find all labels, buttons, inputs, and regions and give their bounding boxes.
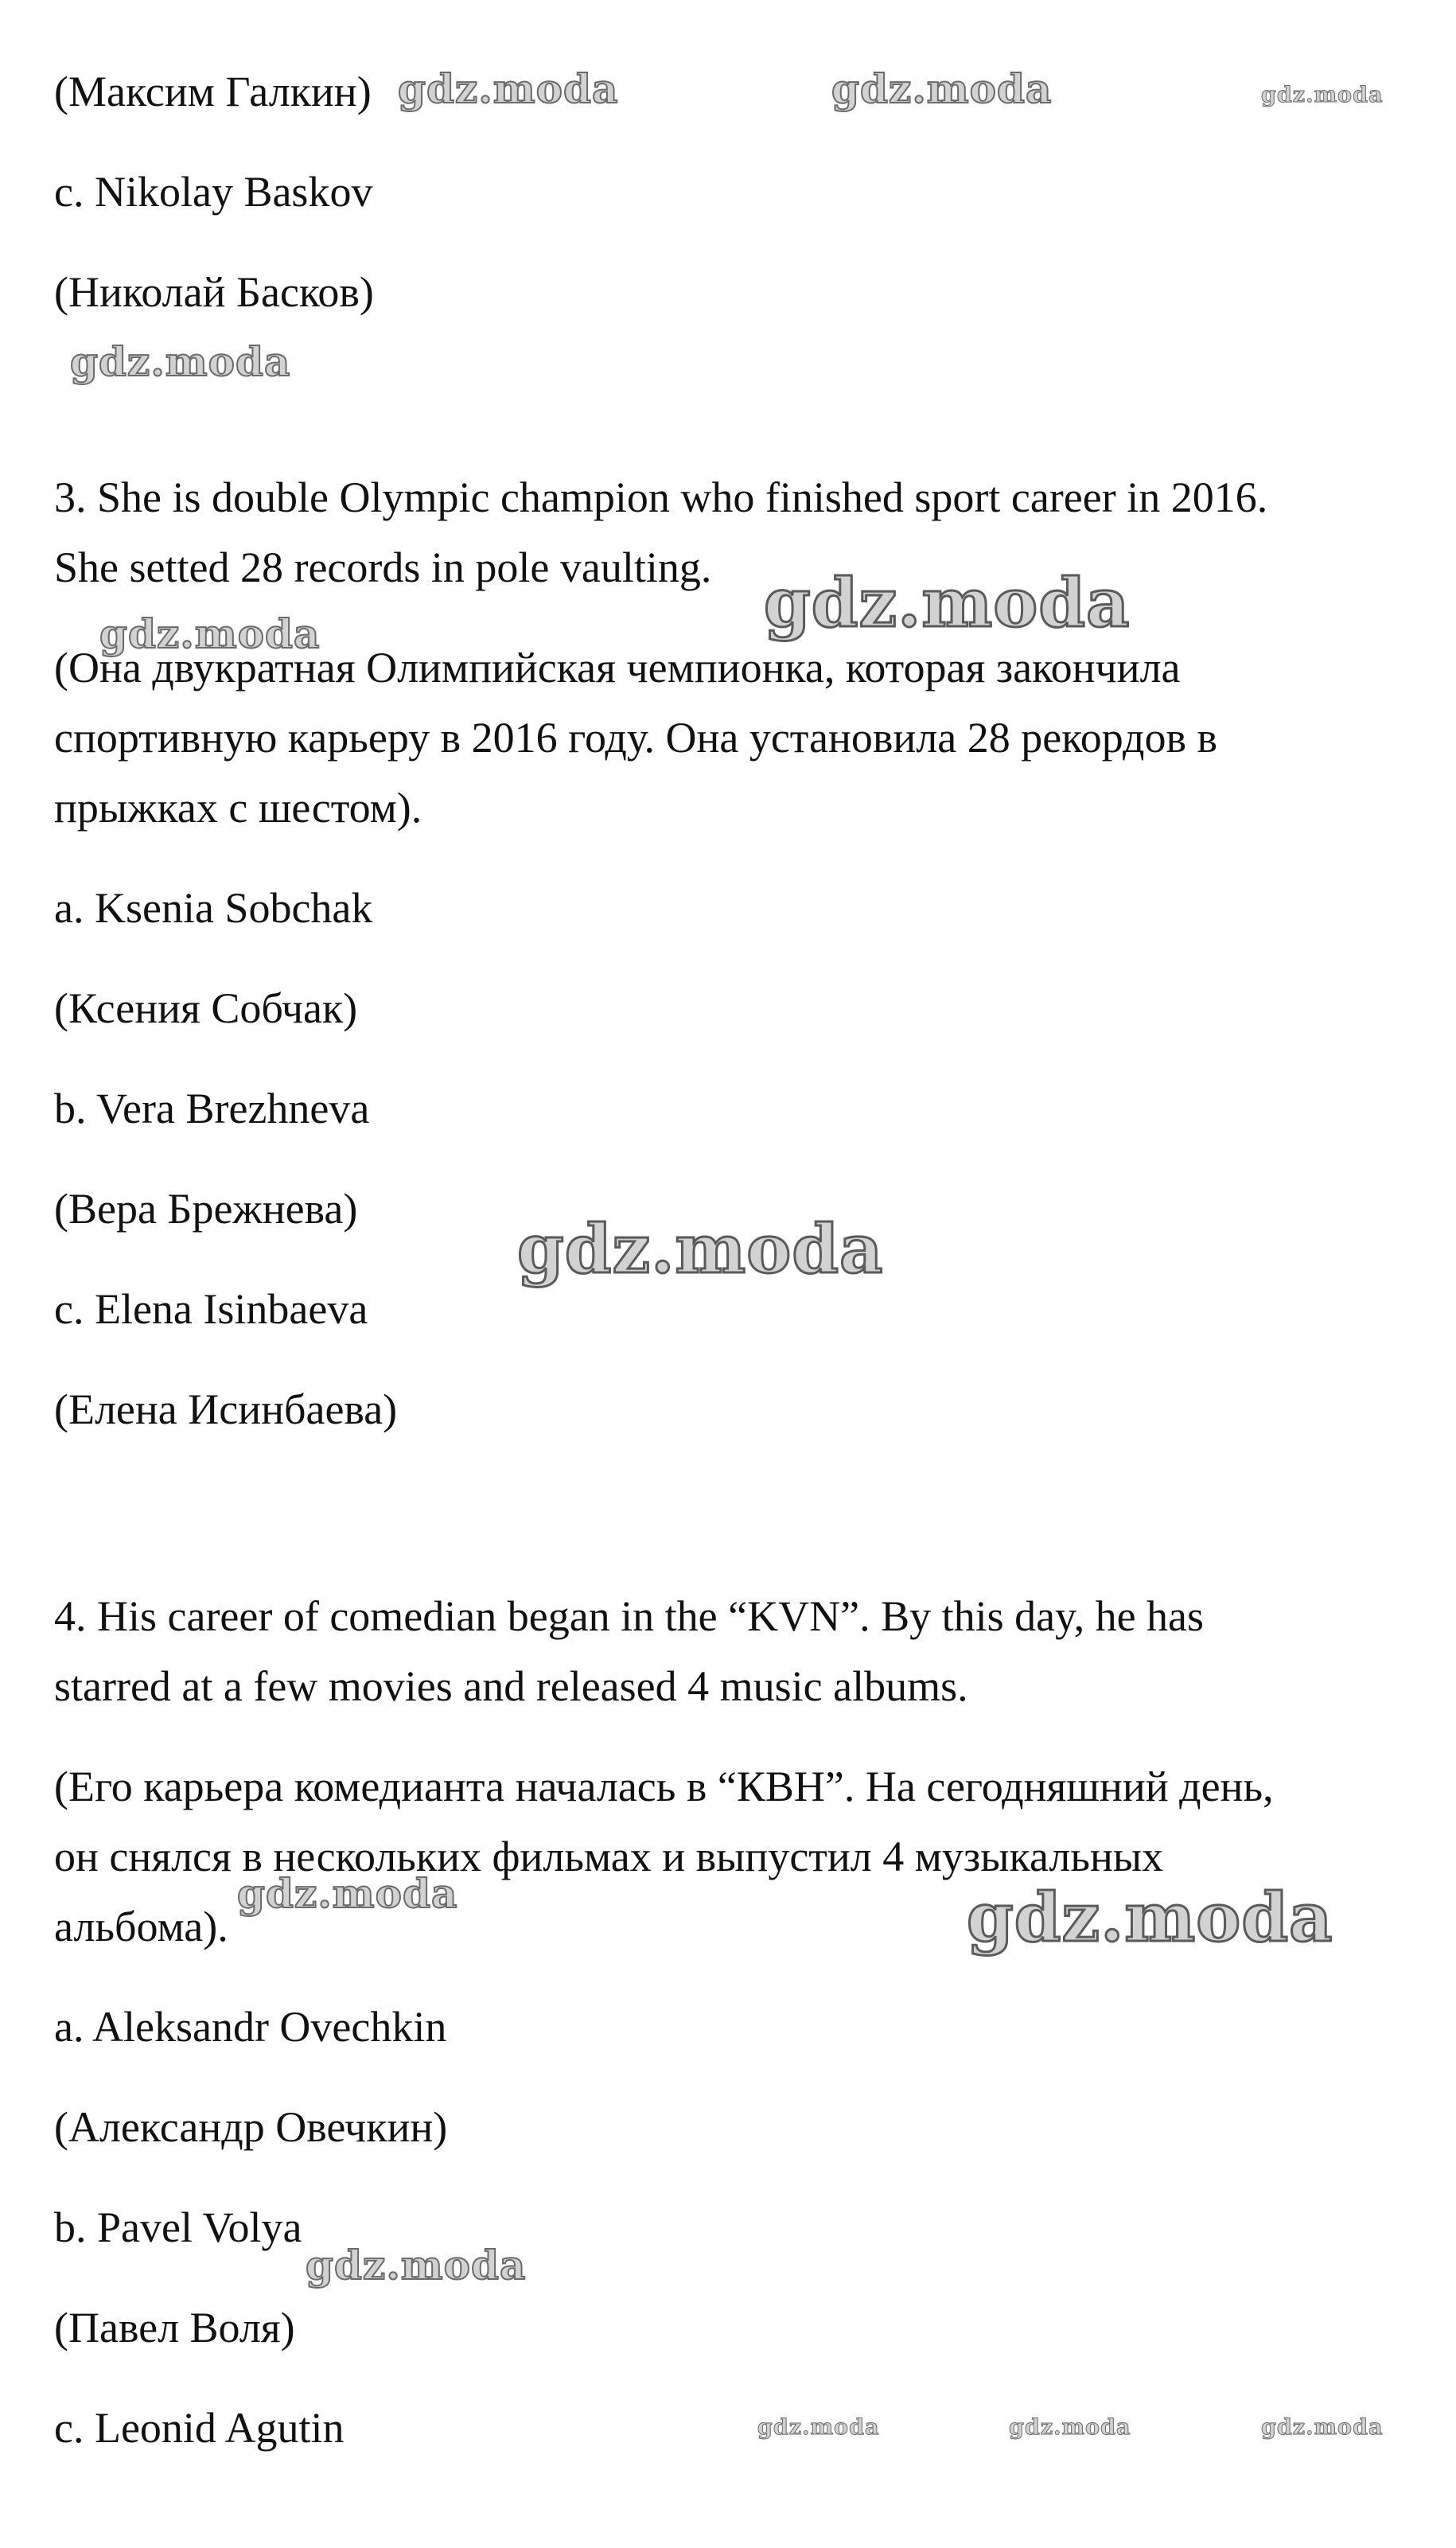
watermark: gdz.moda bbox=[237, 1870, 458, 1917]
question-3-line-2: She setted 28 records in pole vaulting. bbox=[54, 543, 712, 591]
question-3-line-1: 3. She is double Olympic champion who finished sport career in 2016. bbox=[54, 473, 1268, 521]
text-line: (Максим Галкин) bbox=[54, 68, 372, 115]
text-line: (Павел Воля) bbox=[54, 2304, 295, 2351]
watermark: gdz.moda bbox=[1261, 2415, 1384, 2440]
option-b-vera-brezhneva: b. Vera Brezhneva bbox=[54, 1085, 370, 1132]
translation-3-line-3: прыжках с шестом). bbox=[54, 784, 422, 832]
text-line: (Ксения Собчак) bbox=[54, 984, 358, 1032]
watermark: gdz.moda bbox=[1261, 83, 1384, 107]
translation-4-line-3: альбома). bbox=[54, 1903, 228, 1950]
translation-4-line-1: (Его карьера комедианта началась в “КВН”. На сегодняшний день, bbox=[54, 1763, 1274, 1810]
translation-4-line-2: он снялся в нескольких фильмах и выпустил 4 музыкальных bbox=[54, 1833, 1164, 1880]
watermark: gdz.moda bbox=[306, 2242, 527, 2289]
question-4-line-1: 4. His career of comedian began in the “KVN”. By this day, he has bbox=[54, 1592, 1205, 1640]
translation-3-line-1: (Она двукратная Олимпийская чемпионка, которая закончила bbox=[54, 644, 1181, 692]
watermark: gdz.moda bbox=[99, 610, 321, 657]
translation-3-line-2: спортивную карьеру в 2016 году. Она установила 28 рекордов в bbox=[54, 714, 1217, 762]
text-line: (Вера Брежнева) bbox=[54, 1185, 358, 1233]
text-line: (Николай Басков) bbox=[54, 268, 374, 316]
watermark: gdz.moda bbox=[398, 65, 619, 112]
watermark: gdz.moda bbox=[967, 1878, 1333, 1957]
watermark: gdz.moda bbox=[70, 338, 291, 385]
watermark: gdz.moda bbox=[764, 563, 1131, 642]
text-line: (Елена Исинбаева) bbox=[54, 1385, 398, 1433]
option-c-elena-isinbaeva: c. Elena Isinbaeva bbox=[54, 1285, 368, 1333]
option-c-nikolay-baskov: c. Nikolay Baskov bbox=[54, 168, 373, 216]
option-c-leonid-agutin: c. Leonid Agutin bbox=[54, 2404, 345, 2452]
watermark: gdz.moda bbox=[517, 1210, 884, 1288]
option-a-aleksandr-ovechkin: a. Aleksandr Ovechkin bbox=[54, 2003, 447, 2051]
watermark: gdz.moda bbox=[1009, 2415, 1131, 2440]
watermark: gdz.moda bbox=[757, 2415, 880, 2440]
question-4-line-2: starred at a few movies and released 4 music albums. bbox=[54, 1662, 968, 1710]
text-line: (Александр Овечкин) bbox=[54, 2103, 448, 2151]
option-b-pavel-volya: b. Pavel Volya bbox=[54, 2203, 302, 2251]
watermark: gdz.moda bbox=[831, 65, 1053, 112]
option-a-ksenia-sobchak: a. Ksenia Sobchak bbox=[54, 884, 373, 932]
